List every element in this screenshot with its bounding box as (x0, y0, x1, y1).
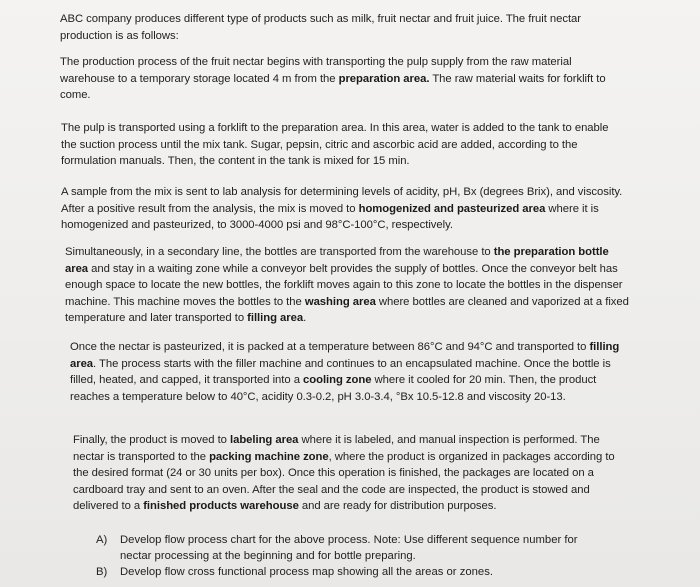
paragraph-filling (70, 339, 630, 405)
question-list (96, 532, 596, 580)
paragraph-bottle-line (65, 244, 630, 327)
question-text: Develop flow cross functional process map showing all the areas or zones. (120, 566, 493, 578)
bold-term-filling-area: filling area (70, 341, 620, 370)
bold-term-finished-products-warehouse: finished products warehouse (143, 500, 299, 513)
question-item (96, 564, 596, 580)
bold-term-washing-area: washing area (304, 295, 376, 308)
paragraph-text: . The process starts with the filler machine and continues to an encapsulated machine. Once the bottle is filled, heated, and capped, it transported into a (70, 357, 611, 387)
paragraph-text: Once the nectar is pasteurized, it is packed at a temperature between 86°C and 94°C and transported to (70, 341, 590, 353)
paragraph-text: The production process of the fruit nectar begins with transporting the pulp supply from the raw material warehouse to a temporary storage located 4 m from the (60, 56, 572, 85)
intro-text: ABC company produces different type of products such as milk, fruit nectar and fruit juice. The fruit nectar production is as follows: (60, 13, 581, 42)
paragraph-text: The raw material waits for forklift to come. (60, 72, 606, 102)
paragraph-text: , where the product is organized in packages according to the desired format (24 or 30 units per box). Once this operation is finished, the packages are located on a cardboard tray and sent to an oven. After the seal and the code are inspected, the product is stowed and delivered to a (73, 450, 615, 513)
paragraph-text: where bottles are cleaned and vaporized at a fixed temperature and later transported to (65, 295, 629, 325)
paragraph-lab-analysis (61, 184, 623, 234)
question-letter: B) (96, 566, 108, 578)
paragraph-text: . (303, 312, 307, 325)
bold-term-filling-area: filling area (247, 312, 304, 325)
question-item (96, 532, 596, 564)
paragraph-preparation (61, 120, 623, 170)
paragraph-text: and stay in a waiting zone while a conveyor belt provides the supply of bottles. Once the conveyor belt has enough space to locate the new bottles, the forklift moves again to this zone to locate the bottles in the dispenser machine. This machine moves the bottles to the (65, 262, 623, 308)
bold-term-cooling-zone: cooling zone (303, 374, 372, 387)
paragraph-labeling-packing (73, 432, 633, 515)
paragraph-text: where it is homogenized and pasteurized, to 3000-4000 psi and 98°C-100°C, respectively. (61, 202, 599, 232)
bold-term-preparation-area: preparation area. (338, 72, 430, 85)
paragraph-text: The pulp is transported using a forklift to the preparation area. In this area, water is added to the tank to enable the suction process until the mix tank. Sugar, pepsin, citric and ascorbic acid are added, according to the formulation manuals. Then, the content in the tank is mixed for 15 min. (61, 122, 609, 168)
paragraph-text: Simultaneously, in a secondary line, the bottles are transported from the warehouse to (65, 246, 494, 258)
question-letter: A) (96, 534, 108, 546)
bold-term-packing-machine-zone: packing machine zone (209, 450, 329, 463)
bold-term-homogenized-area: homogenized and pasteurized area (358, 202, 546, 215)
intro-paragraph (60, 11, 600, 44)
paragraph-text: A sample from the mix is sent to lab analysis for determining levels of acidity, pH, Bx (degrees Brix), and viscosity. After a positive result from the analysis, the mix is moved to (61, 186, 623, 215)
bold-term-preparation-bottle-area: the preparation bottle area (65, 246, 609, 275)
paragraph-text: Finally, the product is moved to (73, 434, 230, 446)
paragraph-pulp-supply (60, 54, 608, 104)
paragraph-text: and are ready for distribution purposes. (298, 500, 497, 513)
paragraph-text: where it is labeled, and manual inspection is performed. The nectar is transported to the (73, 434, 600, 463)
bold-term-labeling-area: labeling area (230, 434, 299, 446)
paragraph-text: where it cooled for 20 min. Then, the product reaches a temperature below to 40°C, acidity 0.3-0.2, pH 3.0-3.4, °Bx 10.5-12.8 and viscosity 20-13. (70, 374, 597, 403)
question-text: Develop flow process chart for the above process. Note: Use different sequence number for nectar processing at the beginning and for bottle preparing. (120, 534, 578, 562)
